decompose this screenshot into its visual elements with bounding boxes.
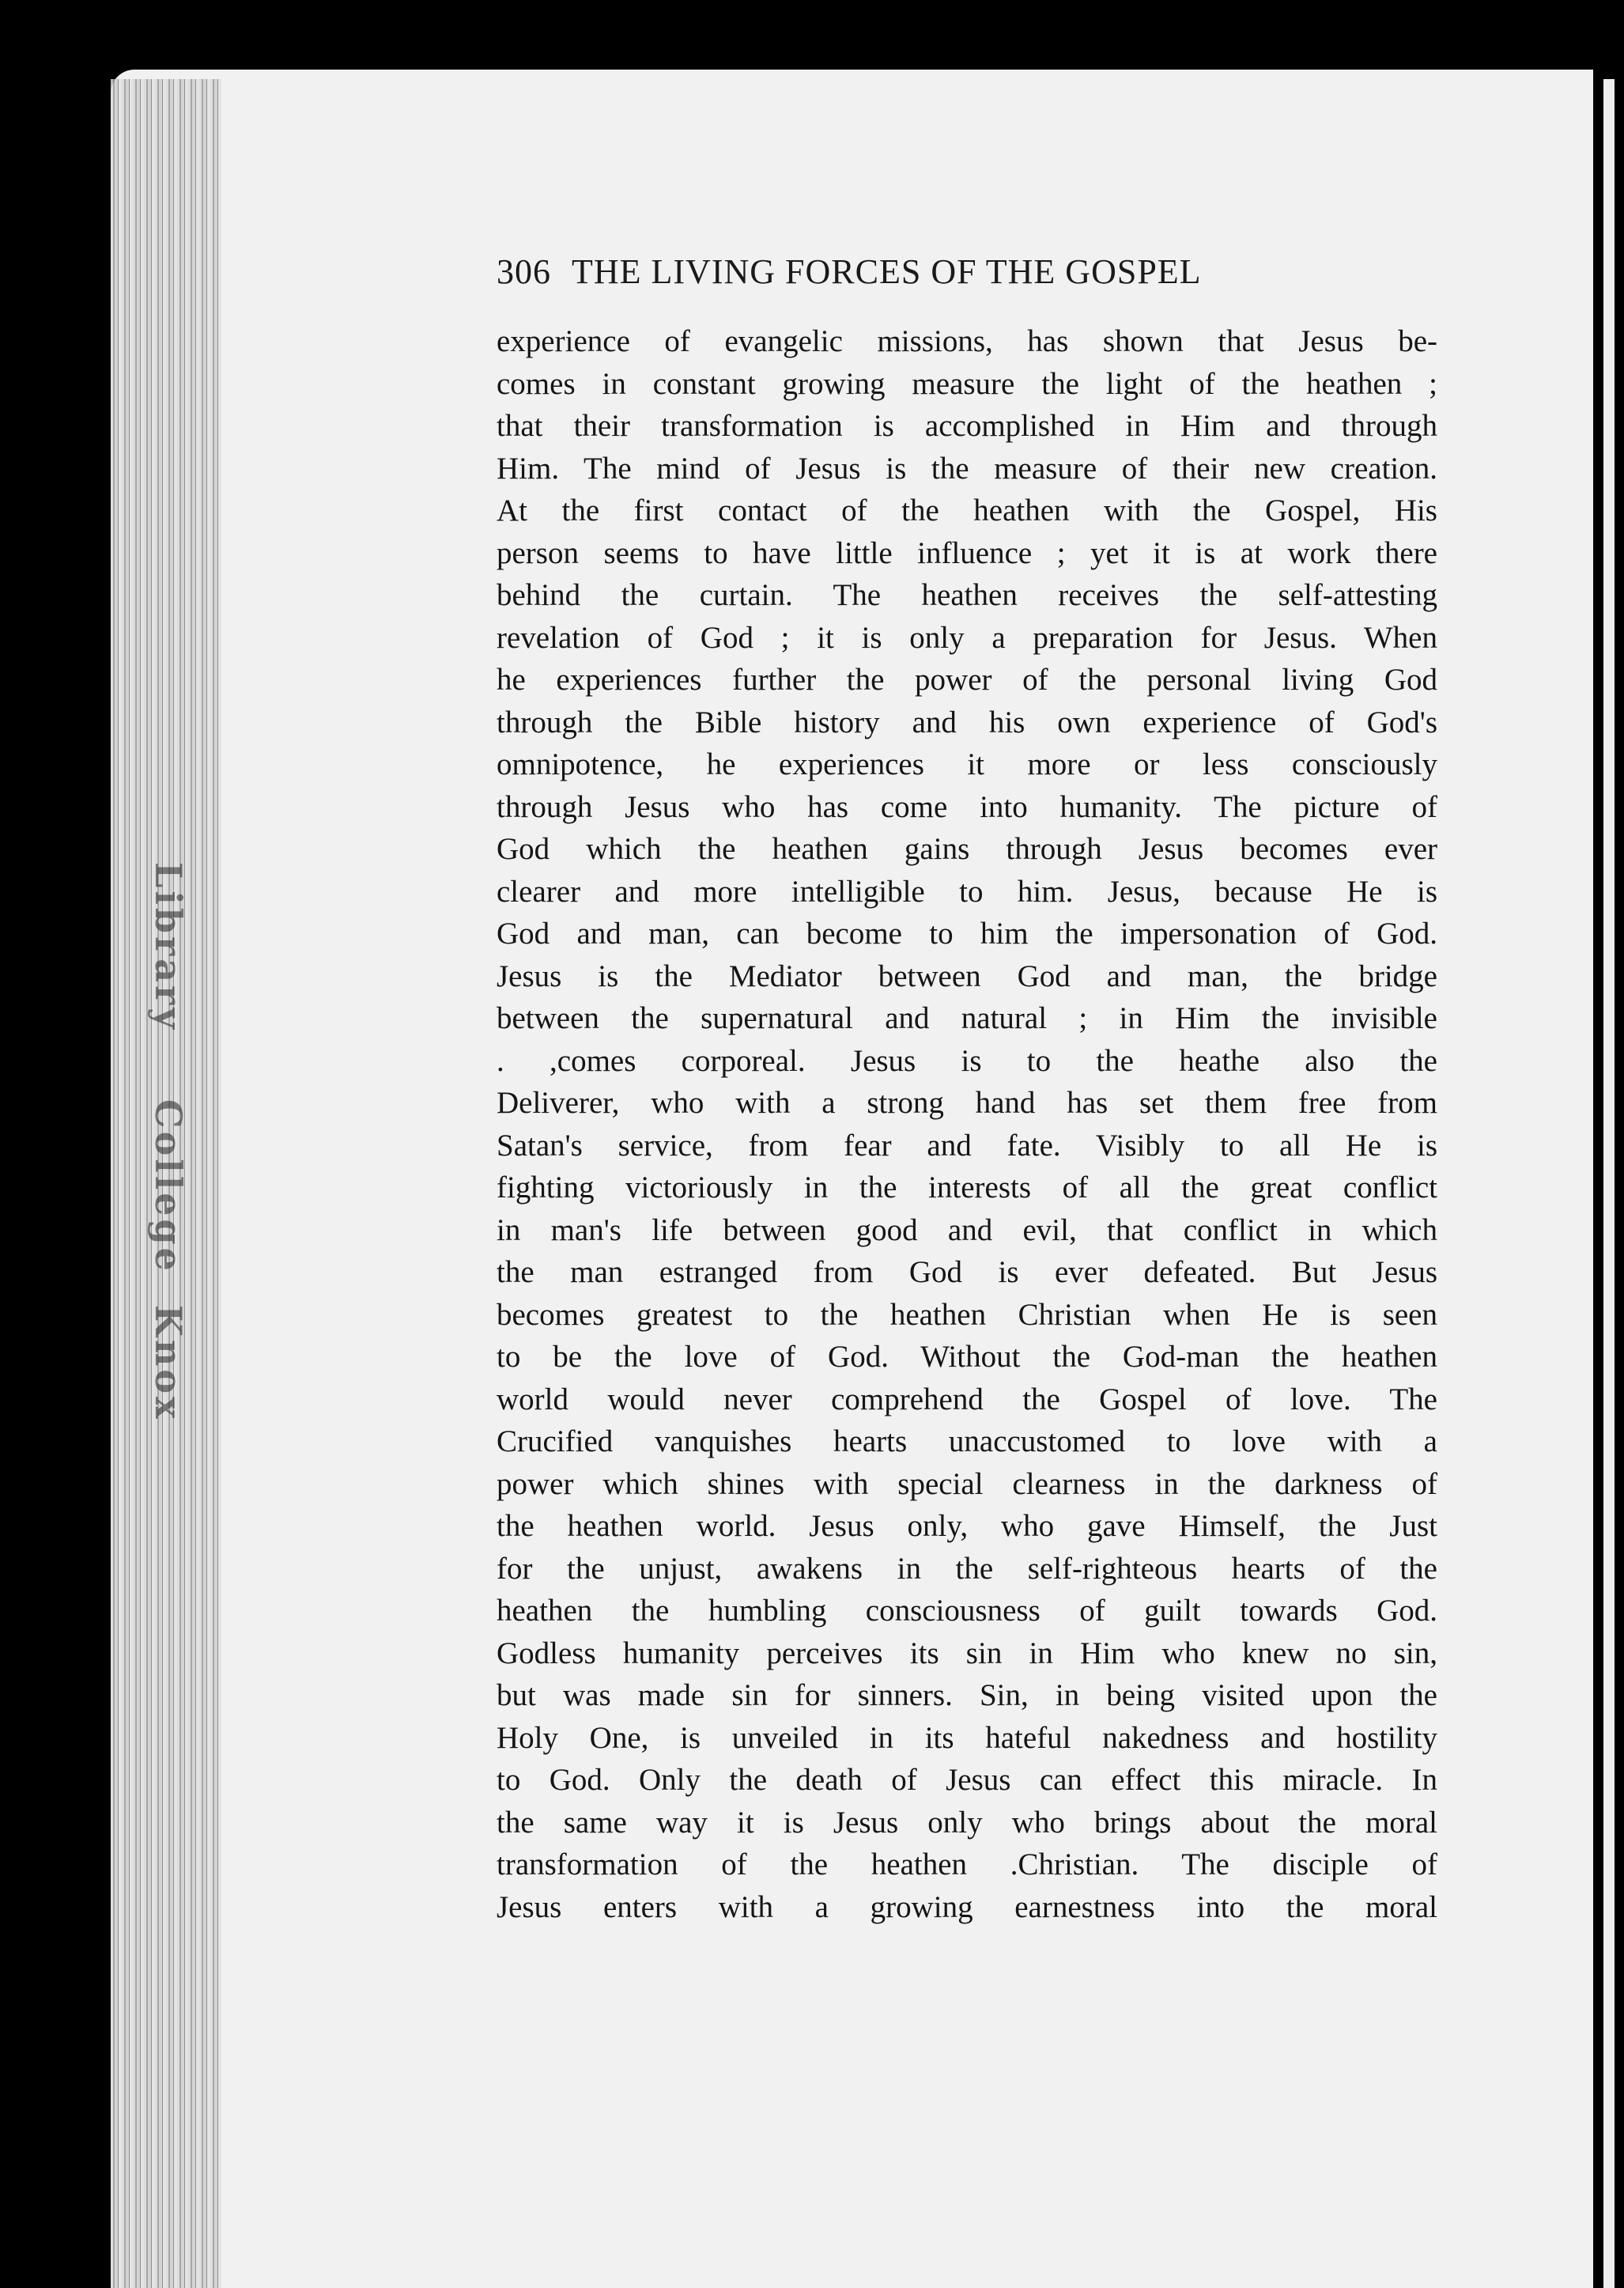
text-line: but was made sin for sinners. Sin, in being visited upon the bbox=[497, 1678, 1437, 1712]
text-line: God which the heathen gains through Jesus becomes ever bbox=[497, 832, 1437, 866]
text-line: the heathen world. Jesus only, who gave Himself, the Just bbox=[497, 1509, 1437, 1543]
stamp-word: Library bbox=[147, 862, 190, 1032]
text-line: in man's life between good and evil, that conflict in which bbox=[497, 1212, 1437, 1247]
text-line: the man estranged from God is ever defeated. But Jesus bbox=[497, 1255, 1437, 1289]
text-line: between the supernatural and natural ; in Him the invisible bbox=[497, 1001, 1437, 1035]
text-line: he experiences further the power of the personal living God bbox=[497, 663, 1437, 697]
text-line: person seems to have little influence ; yet it is at work there bbox=[497, 535, 1437, 570]
text-line: Jesus enters with a growing earnestness into the moral bbox=[497, 1889, 1437, 1924]
body-text bbox=[497, 320, 1437, 1928]
text-line: omnipotence, he experiences it more or less consciously bbox=[497, 747, 1437, 781]
text-line: world would never comprehend the Gospel of love. The bbox=[497, 1382, 1437, 1416]
text-line: becomes greatest to the heathen Christian when He is seen bbox=[497, 1297, 1437, 1332]
next-page-edge bbox=[1603, 79, 1615, 2288]
text-line: Him. The mind of Jesus is the measure of their new creation. bbox=[497, 451, 1437, 486]
text-line: to be the love of God. Without the God-man the heathen bbox=[497, 1340, 1437, 1374]
text-line: for the unjust, awakens in the self-righteous hearts of the bbox=[497, 1551, 1437, 1586]
text-line: comes in constant growing measure the light of the heathen ; bbox=[497, 366, 1437, 401]
text-line: Satan's service, from fear and fate. Visibly to all He is bbox=[497, 1128, 1437, 1163]
text-line: At the first contact of the heathen with the Gospel, His bbox=[497, 494, 1437, 528]
text-line: God and man, can become to him the impersonation of God. bbox=[497, 917, 1437, 951]
text-line: behind the curtain. The heathen receives the self-attesting bbox=[497, 578, 1437, 612]
text-line: Jesus is the Mediator between God and man, the bridge bbox=[497, 959, 1437, 993]
text-line: through Jesus who has come into humanity. The picture of bbox=[497, 789, 1437, 824]
text-line: that their transformation is accomplished in Him and through bbox=[497, 409, 1437, 443]
text-line: experience of evangelic missions, has shown that Jesus be- bbox=[497, 324, 1437, 358]
text-line: Crucified vanquishes hearts unaccustomed to love with a bbox=[497, 1424, 1437, 1458]
text-line: heathen the humbling consciousness of guilt towards God. bbox=[497, 1594, 1437, 1628]
text-line: fighting victoriously in the interests of all the great conflict bbox=[497, 1170, 1437, 1205]
page-number: 306 bbox=[497, 252, 551, 291]
text-line: transformation of the heathen .Christian. The disciple of bbox=[497, 1847, 1437, 1881]
text-line: to God. Only the death of Jesus can effect this miracle. In bbox=[497, 1763, 1437, 1797]
text-line: power which shines with special clearness in the darkness of bbox=[497, 1466, 1437, 1501]
text-line: through the Bible history and his own experience of God's bbox=[497, 705, 1437, 739]
library-stamp bbox=[127, 862, 190, 1479]
text-line: revelation of God ; it is only a preparation for Jesus. When bbox=[497, 620, 1437, 655]
text-line: Deliverer, who with a strong hand has set them free from bbox=[497, 1086, 1437, 1120]
text-line: . ,comes corporeal. Jesus is to the heathe also the bbox=[497, 1043, 1437, 1078]
text-line: Godless humanity perceives its sin in Him who knew no sin, bbox=[497, 1636, 1437, 1670]
stamp-word: Knox bbox=[147, 1305, 190, 1422]
text-line: the same way it is Jesus only who brings about the moral bbox=[497, 1805, 1437, 1840]
text-line: clearer and more intelligible to him. Jesus, because He is bbox=[497, 874, 1437, 909]
stamp-word: College bbox=[147, 1099, 190, 1274]
running-title: THE LIVING FORCES OF THE GOSPEL bbox=[572, 252, 1202, 291]
running-header bbox=[497, 251, 1445, 292]
text-line: Holy One, is unveiled in its hateful nakedness and hostility bbox=[497, 1720, 1437, 1755]
